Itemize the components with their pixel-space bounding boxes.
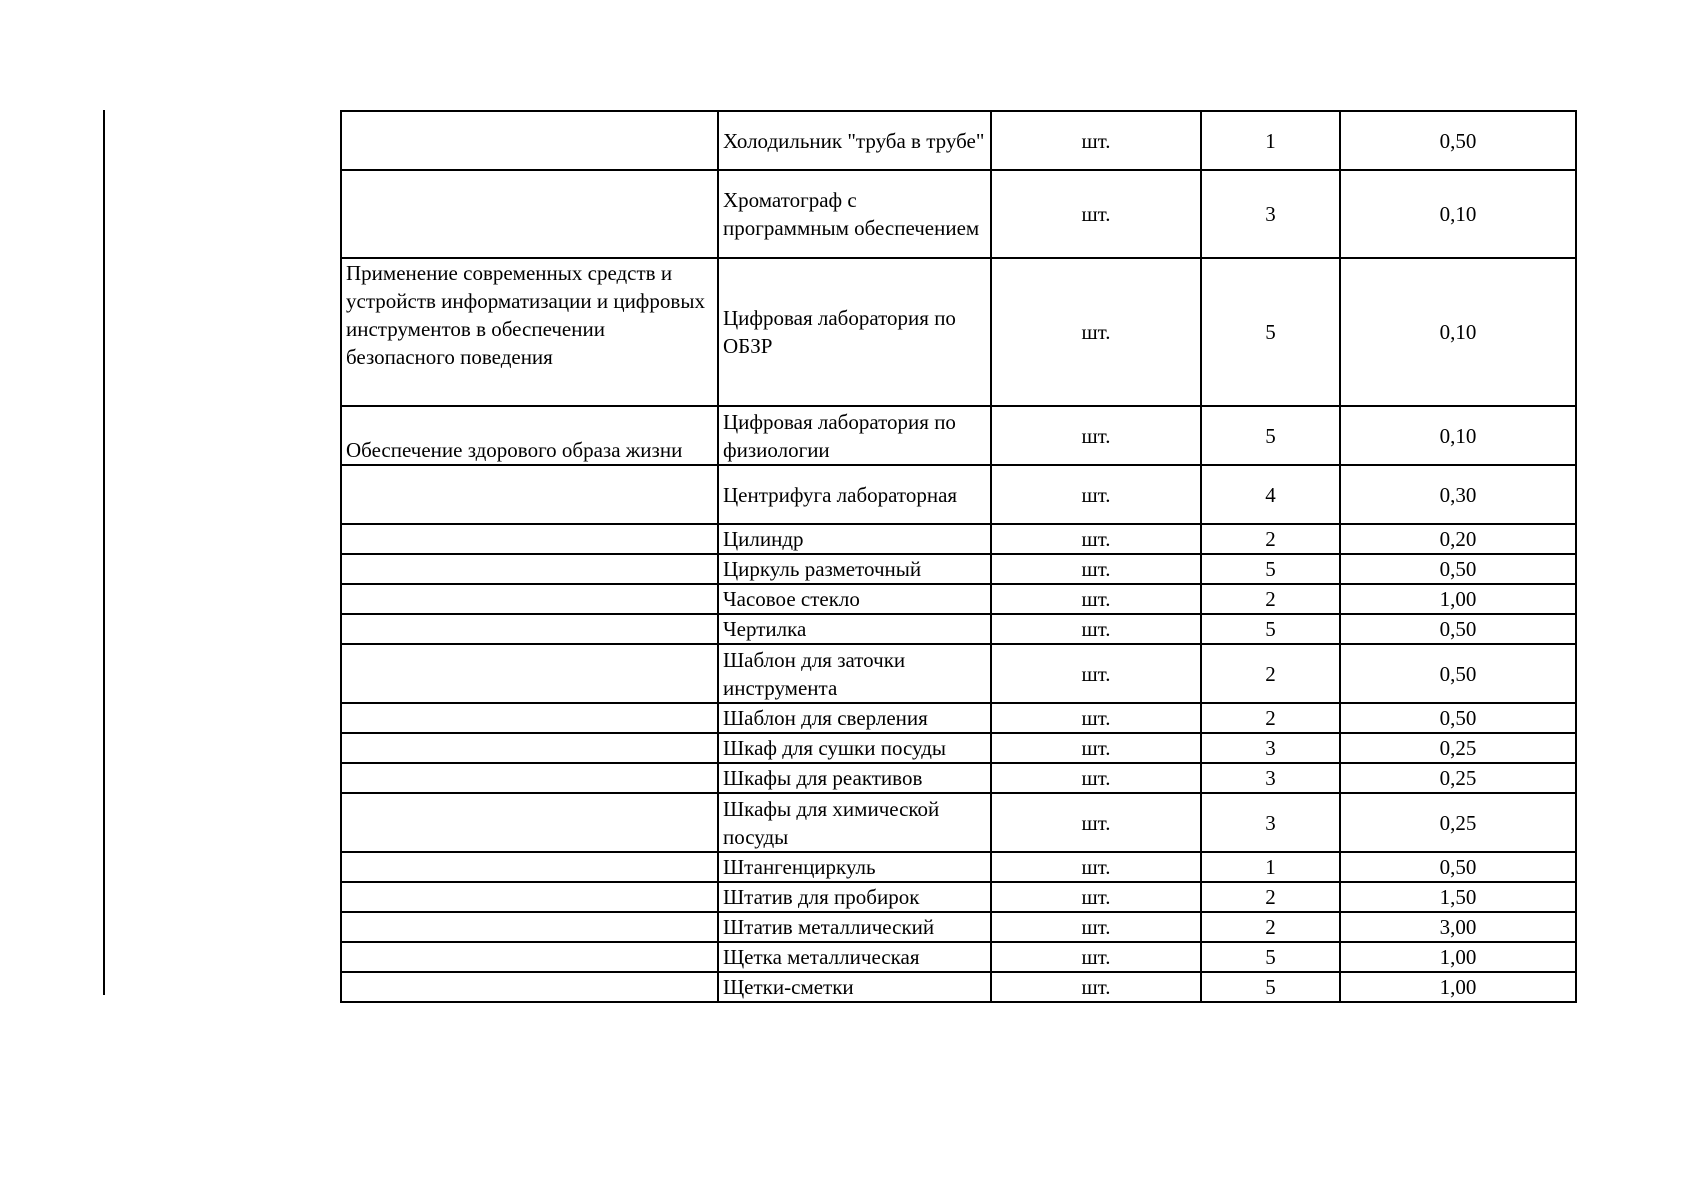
- table-row: [341, 465, 1576, 524]
- item-name-cell: Циркуль разметочный: [718, 554, 991, 584]
- unit-cell: шт.: [991, 614, 1201, 644]
- norm-cell: 0,25: [1340, 793, 1576, 852]
- unit-cell: шт.: [991, 882, 1201, 912]
- item-name-cell: Щетки-сметки: [718, 972, 991, 1002]
- unit-cell: шт.: [991, 852, 1201, 882]
- norm-cell: 0,50: [1340, 614, 1576, 644]
- table-row: [341, 942, 1576, 972]
- quantity-cell: 3: [1201, 733, 1340, 763]
- item-name-cell: Шкаф для сушки посуды: [718, 733, 991, 763]
- topic-cell: [341, 465, 718, 524]
- quantity-cell: 3: [1201, 170, 1340, 258]
- table-row: [341, 584, 1576, 614]
- norm-cell: 1,50: [1340, 882, 1576, 912]
- topic-cell: [341, 554, 718, 584]
- topic-cell: [341, 763, 718, 793]
- topic-cell: [341, 584, 718, 614]
- quantity-cell: 1: [1201, 111, 1340, 170]
- topic-cell: [341, 111, 718, 170]
- norm-cell: 0,50: [1340, 703, 1576, 733]
- topic-cell: [341, 942, 718, 972]
- norm-cell: 1,00: [1340, 942, 1576, 972]
- topic-cell: [341, 733, 718, 763]
- topic-cell: Применение современных средств и устройств информатизации и цифровых инструментов в обеспечении безопасного поведения: [341, 258, 718, 406]
- unit-cell: шт.: [991, 524, 1201, 554]
- quantity-cell: 4: [1201, 465, 1340, 524]
- norm-cell: 0,50: [1340, 644, 1576, 703]
- item-name-cell: Штангенциркуль: [718, 852, 991, 882]
- quantity-cell: 2: [1201, 524, 1340, 554]
- quantity-cell: 2: [1201, 912, 1340, 942]
- table-row: [341, 882, 1576, 912]
- quantity-cell: 5: [1201, 554, 1340, 584]
- norm-cell: 1,00: [1340, 584, 1576, 614]
- item-name-cell: Шаблон для заточки инструмента: [718, 644, 991, 703]
- quantity-cell: 2: [1201, 882, 1340, 912]
- table-row: [341, 763, 1576, 793]
- topic-cell: [341, 793, 718, 852]
- norm-cell: 1,00: [1340, 972, 1576, 1002]
- norm-cell: 0,25: [1340, 733, 1576, 763]
- table-row: [341, 793, 1576, 852]
- item-name-cell: Шкафы для реактивов: [718, 763, 991, 793]
- unit-cell: шт.: [991, 111, 1201, 170]
- item-name-cell: Цифровая лаборатория по физиологии: [718, 406, 991, 465]
- table-row: [341, 524, 1576, 554]
- item-name-cell: Чертилка: [718, 614, 991, 644]
- topic-cell: [341, 912, 718, 942]
- unit-cell: шт.: [991, 703, 1201, 733]
- norm-cell: 0,30: [1340, 465, 1576, 524]
- quantity-cell: 5: [1201, 972, 1340, 1002]
- norm-cell: 0,50: [1340, 554, 1576, 584]
- topic-cell: [341, 170, 718, 258]
- table-row: [341, 258, 1576, 406]
- quantity-cell: 5: [1201, 614, 1340, 644]
- quantity-cell: 5: [1201, 942, 1340, 972]
- quantity-cell: 3: [1201, 793, 1340, 852]
- unit-cell: шт.: [991, 793, 1201, 852]
- unit-cell: шт.: [991, 763, 1201, 793]
- unit-cell: шт.: [991, 584, 1201, 614]
- norm-cell: 0,25: [1340, 763, 1576, 793]
- item-name-cell: Цилиндр: [718, 524, 991, 554]
- norm-cell: 0,10: [1340, 406, 1576, 465]
- item-name-cell: Часовое стекло: [718, 584, 991, 614]
- topic-cell: Обеспечение здорового образа жизни: [341, 406, 718, 465]
- norm-cell: 0,50: [1340, 111, 1576, 170]
- unit-cell: шт.: [991, 258, 1201, 406]
- table-row: [341, 170, 1576, 258]
- item-name-cell: Хроматограф с программным обеспечением: [718, 170, 991, 258]
- topic-cell: [341, 614, 718, 644]
- unit-cell: шт.: [991, 465, 1201, 524]
- unit-cell: шт.: [991, 733, 1201, 763]
- item-name-cell: Шкафы для химической посуды: [718, 793, 991, 852]
- unit-cell: шт.: [991, 942, 1201, 972]
- table-row: [341, 111, 1576, 170]
- norm-cell: 0,20: [1340, 524, 1576, 554]
- topic-cell: [341, 882, 718, 912]
- topic-cell: [341, 644, 718, 703]
- quantity-cell: 2: [1201, 644, 1340, 703]
- table-row: [341, 554, 1576, 584]
- norm-cell: 0,50: [1340, 852, 1576, 882]
- table-row: [341, 912, 1576, 942]
- item-name-cell: Щетка металлическая: [718, 942, 991, 972]
- unit-cell: шт.: [991, 644, 1201, 703]
- item-name-cell: Штатив металлический: [718, 912, 991, 942]
- item-name-cell: Центрифуга лабораторная: [718, 465, 991, 524]
- item-name-cell: Шаблон для сверления: [718, 703, 991, 733]
- table-row: [341, 703, 1576, 733]
- norm-cell: 0,10: [1340, 258, 1576, 406]
- quantity-cell: 1: [1201, 852, 1340, 882]
- item-name-cell: Холодильник "труба в трубе": [718, 111, 991, 170]
- quantity-cell: 2: [1201, 703, 1340, 733]
- table-row: [341, 644, 1576, 703]
- equipment-table: [340, 110, 1577, 1003]
- norm-cell: 0,10: [1340, 170, 1576, 258]
- table-row: [341, 852, 1576, 882]
- topic-cell: [341, 972, 718, 1002]
- topic-cell: [341, 524, 718, 554]
- table-row: [341, 614, 1576, 644]
- left-margin-rule: [103, 110, 105, 995]
- item-name-cell: Цифровая лаборатория по ОБЗР: [718, 258, 991, 406]
- unit-cell: шт.: [991, 170, 1201, 258]
- topic-cell: [341, 852, 718, 882]
- unit-cell: шт.: [991, 406, 1201, 465]
- quantity-cell: 5: [1201, 258, 1340, 406]
- topic-cell: [341, 703, 718, 733]
- unit-cell: шт.: [991, 554, 1201, 584]
- unit-cell: шт.: [991, 972, 1201, 1002]
- item-name-cell: Штатив для пробирок: [718, 882, 991, 912]
- quantity-cell: 3: [1201, 763, 1340, 793]
- quantity-cell: 2: [1201, 584, 1340, 614]
- quantity-cell: 5: [1201, 406, 1340, 465]
- norm-cell: 3,00: [1340, 912, 1576, 942]
- unit-cell: шт.: [991, 912, 1201, 942]
- table-row: [341, 972, 1576, 1002]
- table-row: [341, 733, 1576, 763]
- table-row: [341, 406, 1576, 465]
